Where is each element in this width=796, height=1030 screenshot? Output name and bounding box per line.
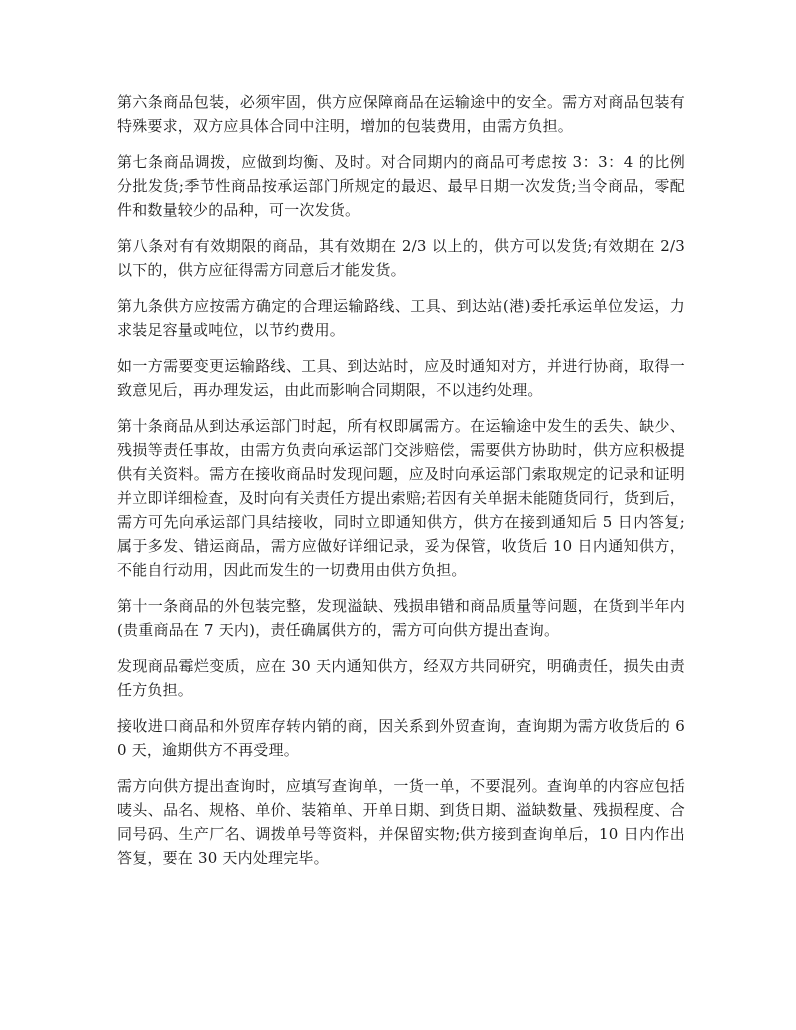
paragraph-inquiry-form: 需方向供方提出查询时，应填写查询单，一货一单，不要混列。查询单的内容应包括唛头、品名、规格、单价、装箱单、开单日期、到货日期、溢缺数量、残损程度、合同号码、生产厂名、调拨单号等资料，并保留实物;供方接到查询单后，10 日内作出答复，要在 30 天内处理完毕。 (117, 777, 685, 867)
paragraph-article-6: 第六条商品包装，必须牢固，供方应保障商品在运输途中的安全。需方对商品包装有特殊要求，双方应具体合同中注明，增加的包装费用，由需方负担。 (117, 93, 685, 135)
paragraph-article-7: 第七条商品调拨，应做到均衡、及时。对合同期内的商品可考虑按 3：3：4 的比例分批发货;季节性商品按承运部门所规定的最迟、最早日期一次发货;当令商品，零配件和数量较少的品种，可一次发货。 (117, 153, 685, 219)
paragraph-spoilage: 发现商品霉烂变质，应在 30 天内通知供方，经双方共同研究，明确责任，损失由责任方负担。 (117, 657, 685, 699)
paragraph-article-8: 第八条对有有效期限的商品，其有效期在 2/3 以上的，供方可以发货;有效期在 2/3 以下的，供方应征得需方同意后才能发货。 (117, 237, 685, 279)
paragraph-route-change: 如一方需要变更运输路线、工具、到达站时，应及时通知对方，并进行协商，取得一致意见后，再办理发运，由此而影响合同期限，不以违约处理。 (117, 357, 685, 399)
paragraph-import-goods: 接收进口商品和外贸库存转内销的商，因关系到外贸查询，查询期为需方收货后的 60 天，逾期供方不再受理。 (117, 717, 685, 759)
paragraph-article-11: 第十一条商品的外包装完整，发现溢缺、残损串错和商品质量等问题，在货到半年内(贵重商品在 7 天内)，责任确属供方的，需方可向供方提出查询。 (117, 597, 685, 639)
paragraph-article-9: 第九条供方应按需方确定的合理运输路线、工具、到达站(港)委托承运单位发运，力求装足容量或吨位，以节约费用。 (117, 297, 685, 339)
document-body (117, 90, 685, 882)
paragraph-article-10: 第十条商品从到达承运部门时起，所有权即属需方。在运输途中发生的丢失、缺少、残损等责任事故，由需方负责向承运部门交涉赔偿，需要供方协助时，供方应积极提供有关资料。需方在接收商品时发现问题，应及时向承运部门索取规定的记录和证明并立即详细检查，及时向有关责任方提出索赔;若因有关单据未能随货同行，货到后，需方可先向承运部门具结接收，同时立即通知供方，供方在接到通知后 5 日内答复;属于多发、错运商品，需方应做好详细记录，妥为保管，收货后 10 日内通知供方，不能自行动用，因此而发生的一切费用由供方负担。 (117, 417, 685, 579)
